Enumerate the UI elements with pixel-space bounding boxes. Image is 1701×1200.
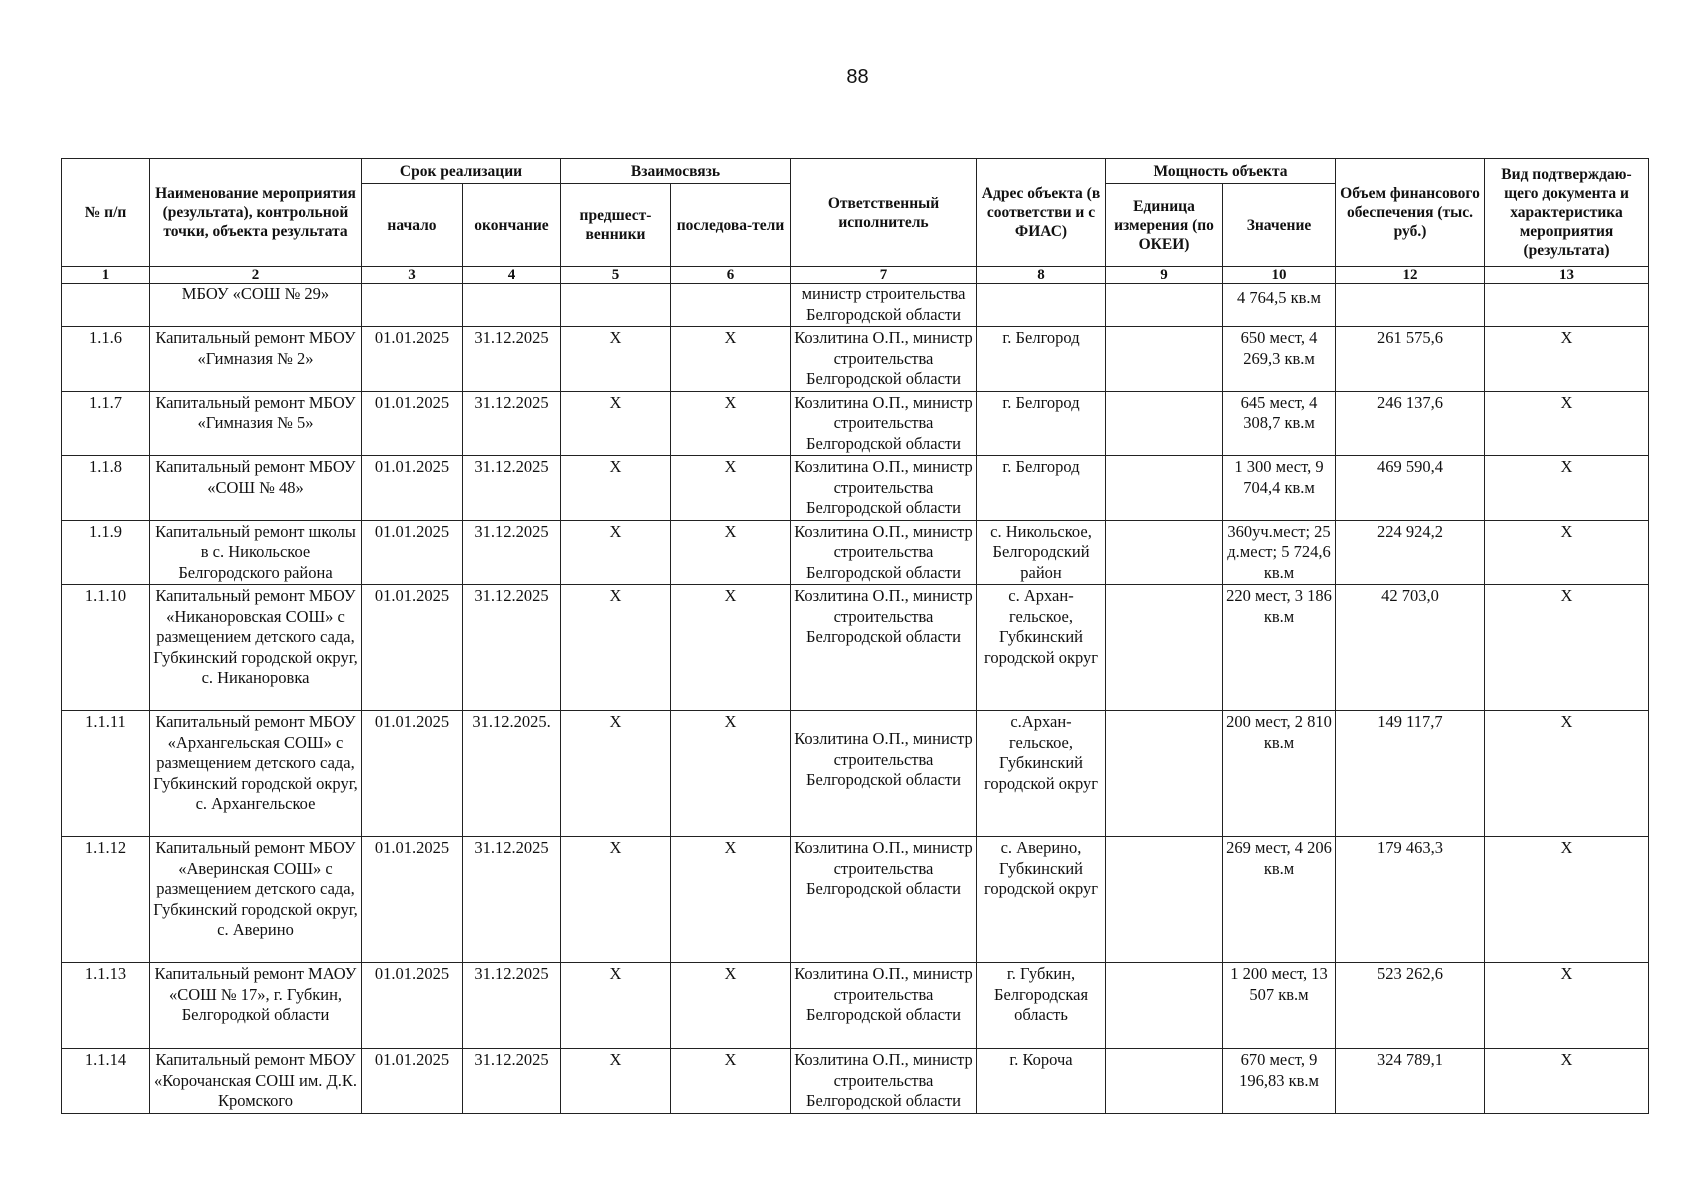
row-end: 31.12.2025 — [463, 391, 561, 456]
row-start: 01.01.2025 — [362, 837, 463, 963]
row-value: 360уч.мест; 25 д.мест; 5 724,6 кв.м — [1223, 520, 1336, 585]
row-address: г. Короча — [977, 1049, 1106, 1114]
column-number: 2 — [150, 267, 362, 284]
row-predecessors: X — [561, 837, 671, 963]
column-number: 10 — [1223, 267, 1336, 284]
header-term-end: окончание — [463, 184, 561, 267]
row-funding: 179 463,3 — [1336, 837, 1485, 963]
header-doc-type: Вид подтверждаю-щего документа и характеристика мероприятия (результата) — [1485, 159, 1649, 267]
row-end: 31.12.2025 — [463, 327, 561, 392]
row-responsible: Козлитина О.П., министр строительства Белгородской области — [791, 585, 977, 711]
header-term: Срок реализации — [362, 159, 561, 184]
row-successors — [671, 284, 791, 327]
table-row — [62, 711, 1649, 837]
row-successors: X — [671, 711, 791, 837]
table-row — [62, 327, 1649, 392]
row-name: МБОУ «СОШ № 29» — [150, 284, 362, 327]
row-doc: X — [1485, 963, 1649, 1049]
row-responsible: Козлитина О.П., министр строительства Белгородской области — [791, 456, 977, 521]
table-row — [62, 585, 1649, 711]
row-end: 31.12.2025 — [463, 837, 561, 963]
row-end: 31.12.2025 — [463, 520, 561, 585]
row-name: Капитальный ремонт МБОУ «Никаноровская СОШ» с размещением детского сада, Губкинский городской округ, с. Никаноровка — [150, 585, 362, 711]
row-responsible: Козлитина О.П., министр строительства Белгородской области — [791, 327, 977, 392]
row-responsible: министр строительства Белгородской области — [791, 284, 977, 327]
header-predecessors: предшест-венники — [561, 184, 671, 267]
row-successors: X — [671, 520, 791, 585]
row-doc: X — [1485, 1049, 1649, 1114]
row-unit — [1106, 1049, 1223, 1114]
header-funding: Объем финансового обеспечения (тыс. руб.) — [1336, 159, 1485, 267]
row-unit — [1106, 327, 1223, 392]
row-address: г. Белгород — [977, 327, 1106, 392]
row-number: 1.1.9 — [62, 520, 150, 585]
row-doc — [1485, 284, 1649, 327]
header-address: Адрес объекта (в соответстви и с ФИАС) — [977, 159, 1106, 267]
row-successors: X — [671, 837, 791, 963]
row-value: 1 200 мест, 13 507 кв.м — [1223, 963, 1336, 1049]
row-predecessors: X — [561, 711, 671, 837]
column-numbers-row — [62, 267, 1649, 284]
row-unit — [1106, 963, 1223, 1049]
row-responsible: Козлитина О.П., министр строительства Белгородской области — [791, 963, 977, 1049]
row-start: 01.01.2025 — [362, 456, 463, 521]
row-end: 31.12.2025. — [463, 711, 561, 837]
header-no: № п/п — [62, 159, 150, 267]
row-name: Капитальный ремонт МАОУ «СОШ № 17», г. Губкин, Белгородкой области — [150, 963, 362, 1049]
row-successors: X — [671, 585, 791, 711]
row-successors: X — [671, 456, 791, 521]
row-address: г. Белгород — [977, 456, 1106, 521]
row-number — [62, 284, 150, 327]
header-relation: Взаимосвязь — [561, 159, 791, 184]
row-doc: X — [1485, 327, 1649, 392]
row-value: 650 мест, 4 269,3 кв.м — [1223, 327, 1336, 392]
row-funding: 246 137,6 — [1336, 391, 1485, 456]
column-number: 12 — [1336, 267, 1485, 284]
row-unit — [1106, 837, 1223, 963]
row-funding: 523 262,6 — [1336, 963, 1485, 1049]
row-responsible: Козлитина О.П., министр строительства Белгородской области — [791, 520, 977, 585]
table-row — [62, 284, 1649, 327]
row-funding: 224 924,2 — [1336, 520, 1485, 585]
row-number: 1.1.13 — [62, 963, 150, 1049]
row-unit — [1106, 456, 1223, 521]
column-number: 3 — [362, 267, 463, 284]
row-unit — [1106, 284, 1223, 327]
row-value: 269 мест, 4 206 кв.м — [1223, 837, 1336, 963]
row-value: 1 300 мест, 9 704,4 кв.м — [1223, 456, 1336, 521]
row-number: 1.1.7 — [62, 391, 150, 456]
activities-table — [61, 158, 1649, 1114]
row-address: с. Архан-гельское, Губкинский городской округ — [977, 585, 1106, 711]
row-successors: X — [671, 391, 791, 456]
header-unit: Единица измерения (по ОКЕИ) — [1106, 184, 1223, 267]
row-end: 31.12.2025 — [463, 585, 561, 711]
row-doc: X — [1485, 456, 1649, 521]
column-number: 4 — [463, 267, 561, 284]
column-number: 1 — [62, 267, 150, 284]
row-address: с.Архан-гельское, Губкинский городской округ — [977, 711, 1106, 837]
row-start — [362, 284, 463, 327]
row-name: Капитальный ремонт МБОУ «СОШ № 48» — [150, 456, 362, 521]
row-number: 1.1.12 — [62, 837, 150, 963]
row-start: 01.01.2025 — [362, 327, 463, 392]
row-funding: 149 117,7 — [1336, 711, 1485, 837]
row-name: Капитальный ремонт МБОУ «Аверинская СОШ» с размещением детского сада, Губкинский городской округ, с. Аверино — [150, 837, 362, 963]
row-predecessors: X — [561, 391, 671, 456]
table-row — [62, 456, 1649, 521]
row-start: 01.01.2025 — [362, 963, 463, 1049]
column-number: 13 — [1485, 267, 1649, 284]
row-address: г. Губкин, Белгородская область — [977, 963, 1106, 1049]
header-name: Наименование мероприятия (результата), контрольной точки, объекта результата — [150, 159, 362, 267]
row-address: с. Аверино, Губкинский городской округ — [977, 837, 1106, 963]
row-funding — [1336, 284, 1485, 327]
row-funding: 42 703,0 — [1336, 585, 1485, 711]
row-funding: 469 590,4 — [1336, 456, 1485, 521]
row-number: 1.1.8 — [62, 456, 150, 521]
row-predecessors: X — [561, 1049, 671, 1114]
table-row — [62, 837, 1649, 963]
row-address: г. Белгород — [977, 391, 1106, 456]
row-successors: X — [671, 963, 791, 1049]
row-name: Капитальный ремонт МБОУ «Гимназия № 2» — [150, 327, 362, 392]
row-start: 01.01.2025 — [362, 711, 463, 837]
column-number: 5 — [561, 267, 671, 284]
row-value: 4 764,5 кв.м — [1223, 284, 1336, 327]
row-doc: X — [1485, 837, 1649, 963]
row-predecessors — [561, 284, 671, 327]
column-number: 9 — [1106, 267, 1223, 284]
column-number: 8 — [977, 267, 1106, 284]
row-start: 01.01.2025 — [362, 520, 463, 585]
table-row — [62, 963, 1649, 1049]
row-address — [977, 284, 1106, 327]
row-predecessors: X — [561, 456, 671, 521]
row-start: 01.01.2025 — [362, 1049, 463, 1114]
header-successors: последова-тели — [671, 184, 791, 267]
row-unit — [1106, 391, 1223, 456]
row-end: 31.12.2025 — [463, 456, 561, 521]
row-end: 31.12.2025 — [463, 963, 561, 1049]
row-end: 31.12.2025 — [463, 1049, 561, 1114]
row-predecessors: X — [561, 520, 671, 585]
row-unit — [1106, 711, 1223, 837]
row-predecessors: X — [561, 963, 671, 1049]
page-number: 88 — [846, 66, 869, 88]
row-doc: X — [1485, 391, 1649, 456]
row-unit — [1106, 520, 1223, 585]
row-doc: X — [1485, 711, 1649, 837]
row-responsible: Козлитина О.П., министр строительства Белгородской области — [791, 711, 977, 837]
row-doc: X — [1485, 585, 1649, 711]
row-start: 01.01.2025 — [362, 585, 463, 711]
row-end — [463, 284, 561, 327]
row-responsible: Козлитина О.П., министр строительства Белгородской области — [791, 391, 977, 456]
row-start: 01.01.2025 — [362, 391, 463, 456]
row-name: Капитальный ремонт школы в с. Никольское Белгородского района — [150, 520, 362, 585]
row-value: 645 мест, 4 308,7 кв.м — [1223, 391, 1336, 456]
header-term-start: начало — [362, 184, 463, 267]
row-funding: 261 575,6 — [1336, 327, 1485, 392]
row-number: 1.1.10 — [62, 585, 150, 711]
header-responsible: Ответственный исполнитель — [791, 159, 977, 267]
column-number: 6 — [671, 267, 791, 284]
row-number: 1.1.11 — [62, 711, 150, 837]
row-responsible: Козлитина О.П., министр строительства Белгородской области — [791, 1049, 977, 1114]
row-successors: X — [671, 327, 791, 392]
row-predecessors: X — [561, 327, 671, 392]
row-number: 1.1.14 — [62, 1049, 150, 1114]
row-name: Капитальный ремонт МБОУ «Корочанская СОШ им. Д.К. Кромского — [150, 1049, 362, 1114]
row-name: Капитальный ремонт МБОУ «Архангельская СОШ» с размещением детского сада, Губкинский городской округ, с. Архангельское — [150, 711, 362, 837]
row-name: Капитальный ремонт МБОУ «Гимназия № 5» — [150, 391, 362, 456]
row-unit — [1106, 585, 1223, 711]
row-address: с. Никольское, Белгородский район — [977, 520, 1106, 585]
row-funding: 324 789,1 — [1336, 1049, 1485, 1114]
row-value: 670 мест, 9 196,83 кв.м — [1223, 1049, 1336, 1114]
row-doc: X — [1485, 520, 1649, 585]
header-value: Значение — [1223, 184, 1336, 267]
header-capacity: Мощность объекта — [1106, 159, 1336, 184]
row-number: 1.1.6 — [62, 327, 150, 392]
row-value: 200 мест, 2 810 кв.м — [1223, 711, 1336, 837]
table-row — [62, 391, 1649, 456]
table-row — [62, 520, 1649, 585]
row-predecessors: X — [561, 585, 671, 711]
row-value: 220 мест, 3 186 кв.м — [1223, 585, 1336, 711]
table-row — [62, 1049, 1649, 1114]
column-number: 7 — [791, 267, 977, 284]
row-successors: X — [671, 1049, 791, 1114]
row-responsible: Козлитина О.П., министр строительства Белгородской области — [791, 837, 977, 963]
